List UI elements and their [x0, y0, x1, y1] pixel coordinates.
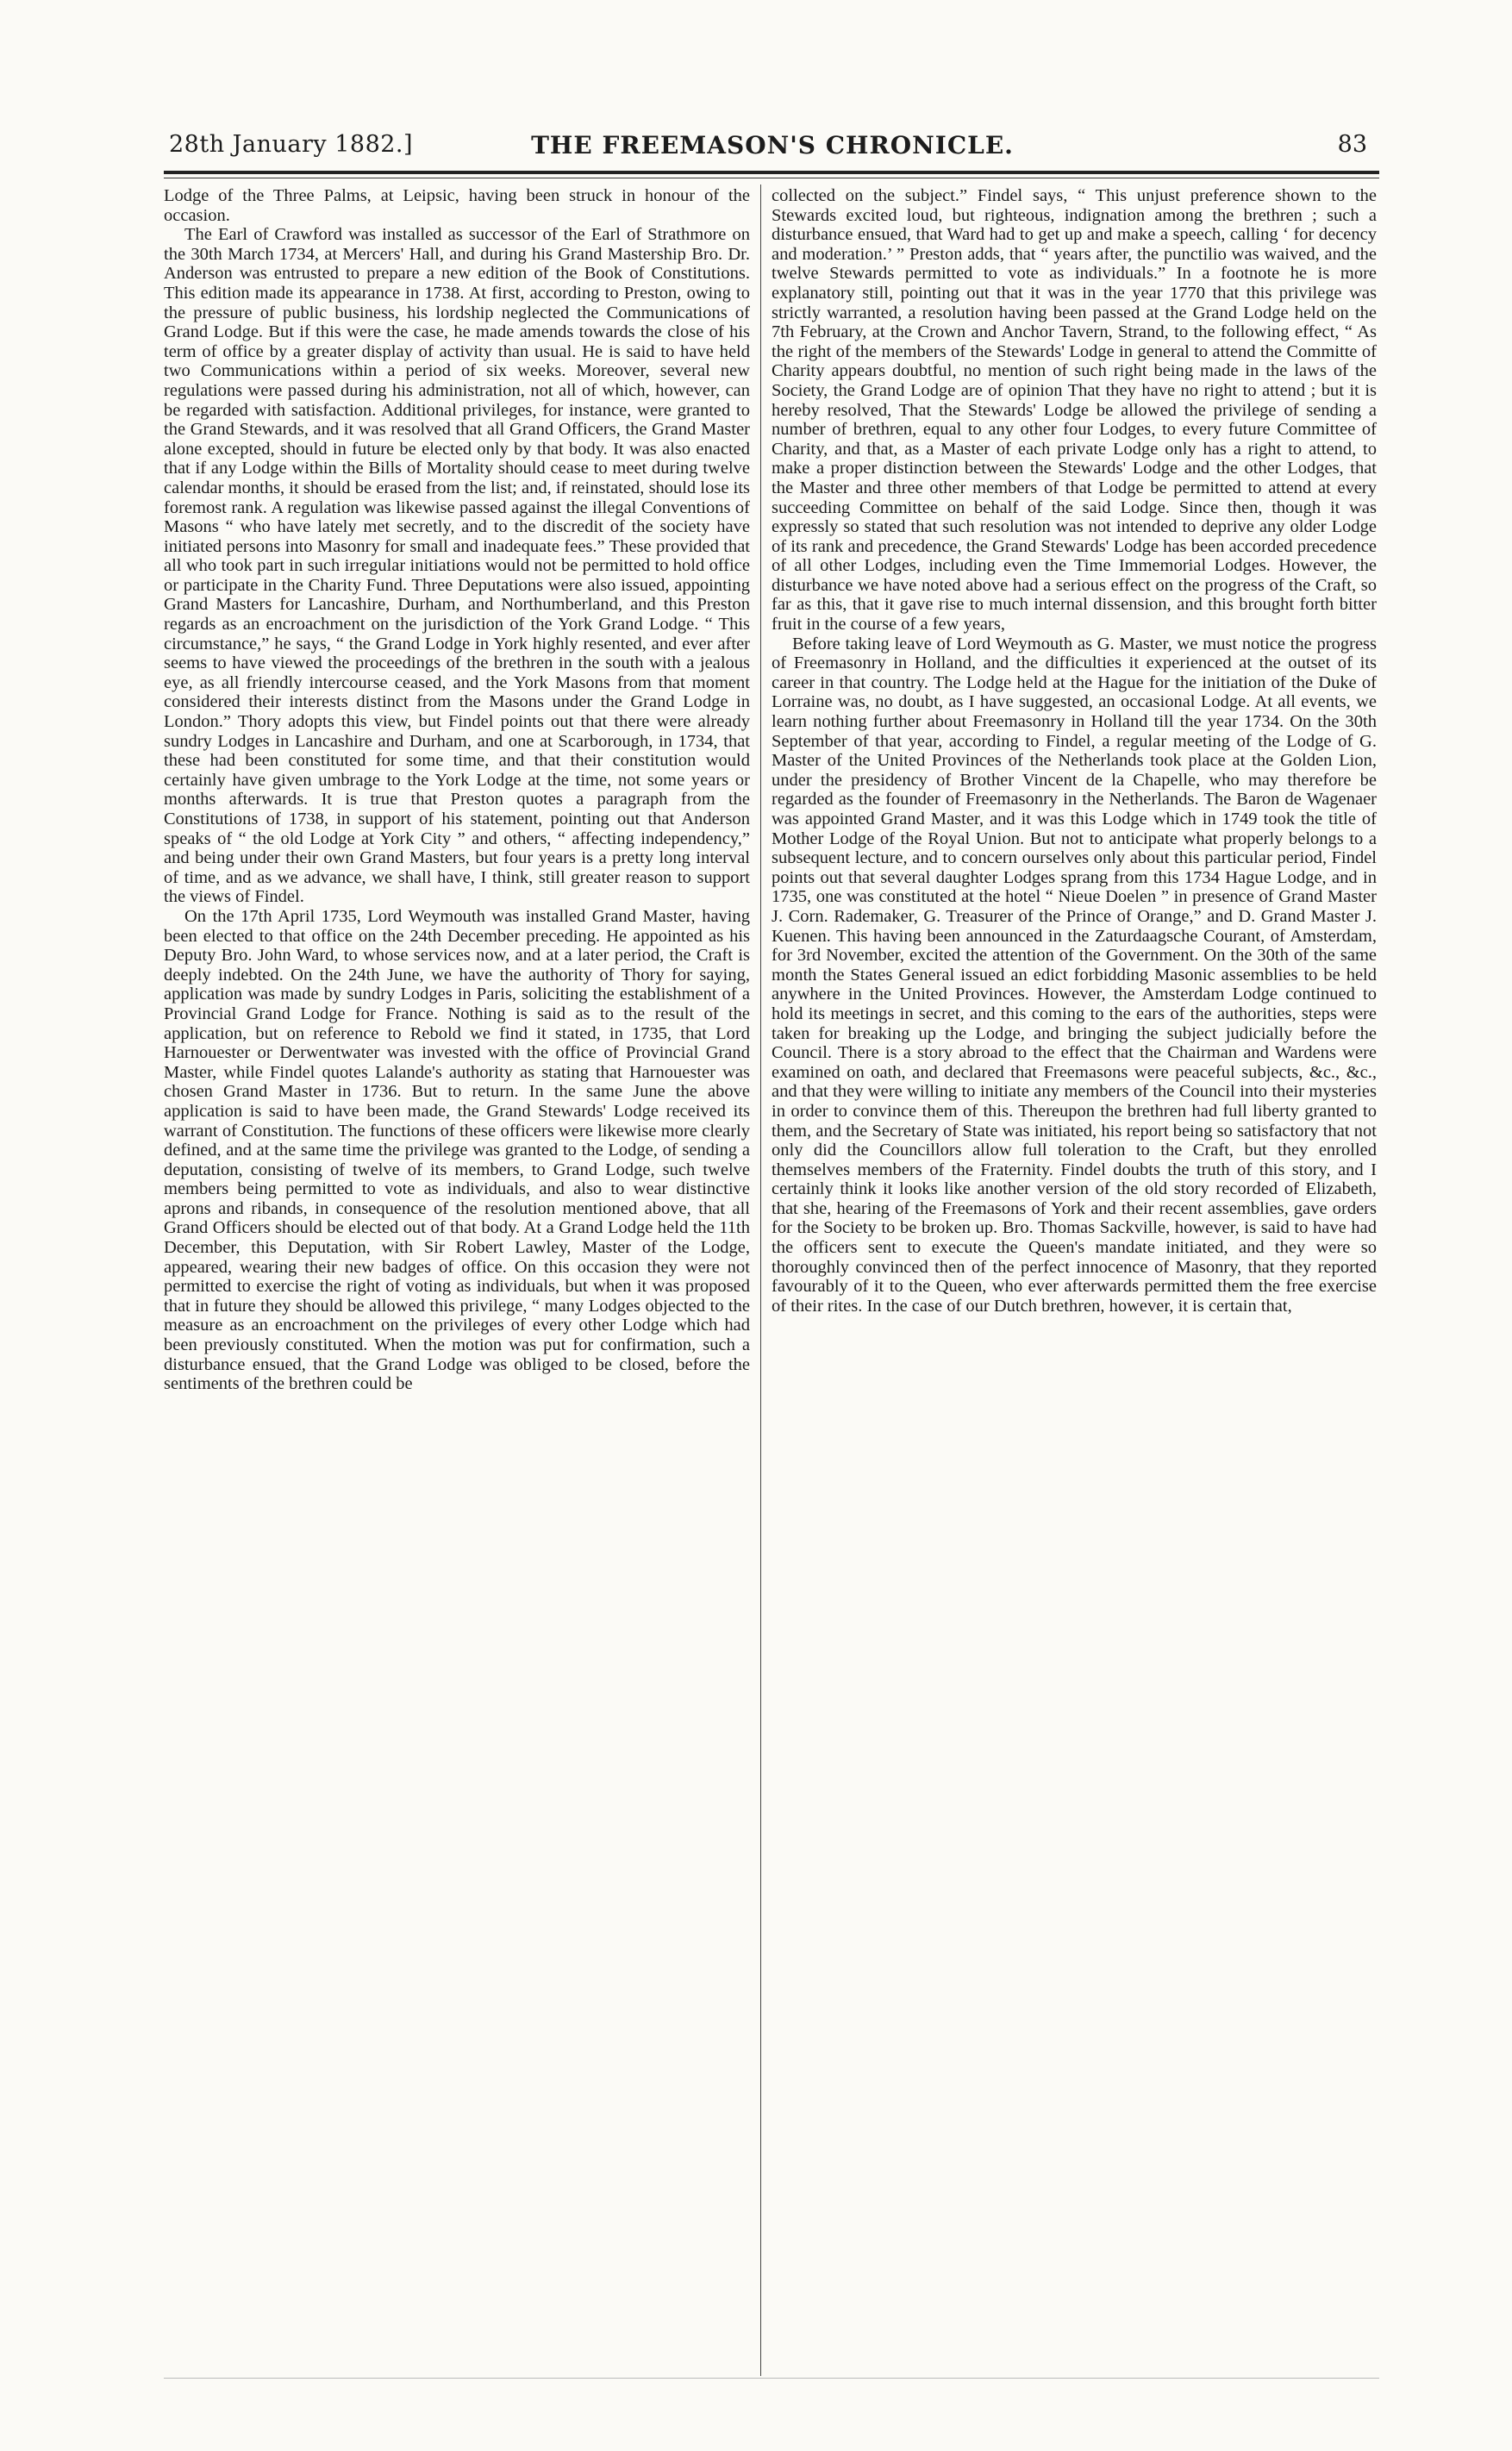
issue-date: 28th January 1882.] — [169, 131, 414, 158]
masthead — [169, 131, 1376, 171]
column-divider — [760, 184, 761, 2376]
right-paragraph-1: collected on the subject.” Findel says, “ This unjust preference shown to the Stewards excited loud, but righteous, indignation among the brethren ; such a disturbance ensued, that Ward had to get up and make a speech, calling ‘ for decency and moderation.’ ” Preston adds, that “ years after, the punctilio was waived, and the twelve Stewards permitted to vote as individuals.” In a footnote he is more explanatory still, pointing out that it was in the year 1770 that this privilege was strictly warranted, a resolution having been passed at the Grand Lodge held on the 7th February, at the Crown and Anchor Tavern, Strand, to the following effect, “ As the right of the members of the Stewards' Lodge in general to attend the Committe of Charity appears doubtful, no mention of such right being made in the laws of the Society, the Grand Lodge are of opinion That they have no right to attend ; but it is hereby resolved, That the Stewards' Lodge be allowed the privilege of sending a number of brethren, equal to any other four Lodges, to every future Committee of Charity, and that, as a Master of each private Lodge only has a right to attend, to make a proper distinction between the Stewards' Lodge and the other Lodges, that the Master and three other members of that Lodge be permitted to attend at every succeeding Committee on behalf of the said Lodge. Since then, though it was expressly so stated that such resolution was not intended to deprive any older Lodge of its rank and precedence, the Grand Stewards' Lodge has been accorded precedence of all other Lodges, including even the Time Immemorial Lodges. However, the disturbance we have noted above had a serious effect on the progress of the Craft, so far as this, that it gave rise to much internal dissension, and this brought forth bitter fruit in the course of a few years, — [772, 186, 1377, 635]
bottom-rule — [164, 2378, 1379, 2379]
masthead-rule-thick — [164, 171, 1379, 174]
page-number: 83 — [1337, 131, 1367, 158]
right-column — [772, 186, 1377, 1316]
publication-title: THE FREEMASON'S CHRONICLE. — [531, 131, 1014, 159]
left-column — [164, 186, 750, 1394]
right-paragraph-2: Before taking leave of Lord Weymouth as G. Master, we must notice the progress of Freemasonry in Holland, and the difficulties it experienced at the outset of its career in that country. The Lodge held at the Hague for the initiation of the Duke of Lorraine was, no doubt, as I have suggested, an occasional Lodge. At all events, we learn nothing further about Freemasonry in Holland till the year 1734. On the 30th September of that year, according to Findel, a regular meeting of the Lodge of G. Master of the United Provinces of the Netherlands took place at the Golden Lion, under the presidency of Brother Vincent de la Chapelle, who may therefore be regarded as the founder of Freemasonry in the Netherlands. The Baron de Wagenaer was appointed Grand Master, and it was this Lodge which in 1749 took the title of Mother Lodge of the Royal Union. But not to anticipate what properly belongs to a subsequent lecture, and to concern ourselves only about this particular period, Findel points out that several daughter Lodges sprang from this 1734 Hague Lodge, and in 1735, one was constituted at the hotel “ Nieue Doelen ” in presence of Grand Master J. Corn. Rademaker, G. Treasurer of the Prince of Orange,” and D. Grand Master J. Kuenen. This having been announced in the Zaturdaagsche Courant, of Amsterdam, for 3rd November, excited the attention of the Government. On the 30th of the same month the States General issued an edict forbidding Masonic assemblies to be held anywhere in the United Provinces. However, the Amsterdam Lodge continued to hold its meetings in secret, and this coming to the ears of the authorities, steps were taken for breaking up the Lodge, and bringing the subject judicially before the Council. There is a story abroad to the effect that the Chairman and Wardens were examined on oath, and declared that Freemasons were peaceful subjects, &c., &c., and that they were willing to initiate any members of the Council into their mysteries in order to convince them of this. Thereupon the brethren had full liberty granted to them, and the Secretary of State was initiated, his report being so satisfactory that not only did the Councillors allow full toleration to the Craft, but they enrolled themselves members of the Fraternity. Findel doubts the truth of this story, and I certainly think it looks like another version of the old story recorded of Elizabeth, that she, hearing of the Freemasons of York and their recent assemblies, gave orders for the Society to be broken up. Bro. Thomas Sackville, however, is said to have had the officers sent to execute the Queen's mandate initiated, and they were so thoroughly convinced then of the perfect innocence of Masonry, that they reported favourably of it to the Queen, who ever afterwards permitted them the free exercise of their rites. In the case of our Dutch brethren, however, it is certain that, — [772, 634, 1377, 1316]
left-paragraph-1: Lodge of the Three Palms, at Leipsic, having been struck in honour of the occasion. — [164, 186, 750, 225]
left-paragraph-3: On the 17th April 1735, Lord Weymouth was installed Grand Master, having been elected to that office on the 24th December preceding. He appointed as his Deputy Bro. John Ward, to whose services now, and at a later period, the Craft is deeply indebted. On the 24th June, we have the authority of Thory for saying, application was made by sundry Lodges in Paris, soliciting the establishment of a Provincial Grand Lodge for France. Nothing is said as to the result of the application, but on reference to Rebold we find it stated, in 1735, that Lord Harnouester or Derwentwater was invested with the office of Provincial Grand Master, while Findel quotes Lalande's authority as stating that Harnouester was chosen Grand Master in 1736. But to return. In the same June the above application is said to have been made, the Grand Stewards' Lodge received its warrant of Constitution. The functions of these officers were likewise more clearly defined, and at the same time the privilege was granted to the Lodge, of sending a deputation, consisting of twelve of its members, to Grand Lodge, such twelve members being permitted to vote as individuals, and also to wear distinctive aprons and ribands, in consequence of the resolution mentioned above, that all Grand Officers should be elected out of that body. At a Grand Lodge held the 11th December, this Deputation, with Sir Robert Lawley, Master of the Lodge, appeared, wearing their new badges of office. On this occasion they were not permitted to exercise the right of voting as individuals, but when it was proposed that in future they should be allowed this privilege, “ many Lodges objected to the measure as an encroachment on the privileges of every other Lodge which had been previously constituted. When the motion was put for confirmation, such a disturbance ensued, that the Grand Lodge was obliged to be closed, before the sentiments of the brethren could be — [164, 906, 750, 1394]
left-paragraph-2: The Earl of Crawford was installed as successor of the Earl of Strathmore on the 30th March 1734, at Mercers' Hall, and during his Grand Mastership Bro. Dr. Anderson was entrusted to prepare a new edition of the Book of Constitutions. This edition made its appearance in 1738. At first, according to Preston, owing to the pressure of public business, his lordship neglected the Communications of Grand Lodge. But if this were the case, he made amends towards the close of his term of office by a greater display of activity than usual. He is said to have held two Communications within a period of six weeks. Moreover, several new regulations were passed during his administration, not all of which, however, can be regarded with satisfaction. Additional privileges, for instance, were granted to the Grand Stewards, and it was resolved that all Grand Officers, the Grand Master alone excepted, should in future be elected only by that body. It was also enacted that if any Lodge within the Bills of Mortality should cease to meet during twelve calendar months, it should be erased from the list; and, if reinstated, should lose its foremost rank. A regulation was likewise passed against the illegal Conventions of Masons “ who have lately met secretly, and to the discredit of the society have initiated persons into Masonry for small and inadequate fees.” These provided that all who took part in such irregular initiations would not be permitted to hold office or participate in the Charity Fund. Three Deputations were also issued, appointing Grand Masters for Lancashire, Durham, and Northumberland, and this Preston regards as an encroachment on the jurisdiction of the York Grand Lodge. “ This circumstance,” he says, “ the Grand Lodge in York highly resented, and ever after seems to have viewed the proceedings of the brethren in the south with a jealous eye, as all friendly intercourse ceased, and the York Masons from that moment considered their interests distinct from the Masons under the Grand Lodge in London.” Thory adopts this view, but Findel points out that there were already sundry Lodges in Lancashire and Durham, and one at Scarborough, in 1734, that these had been constituted for some time, and that their constitution would certainly have given umbrage to the York Lodge at the time, not some years or months afterwards. It is true that Preston quotes a paragraph from the Constitutions of 1738, in support of his statement, pointing out that Anderson speaks of “ the old Lodge at York City ” and others, “ affecting independency,” and being under their own Grand Masters, but four years is a pretty long interval of time, and as we advance, we shall have, I think, still greater reason to support the views of Findel. — [164, 225, 750, 907]
